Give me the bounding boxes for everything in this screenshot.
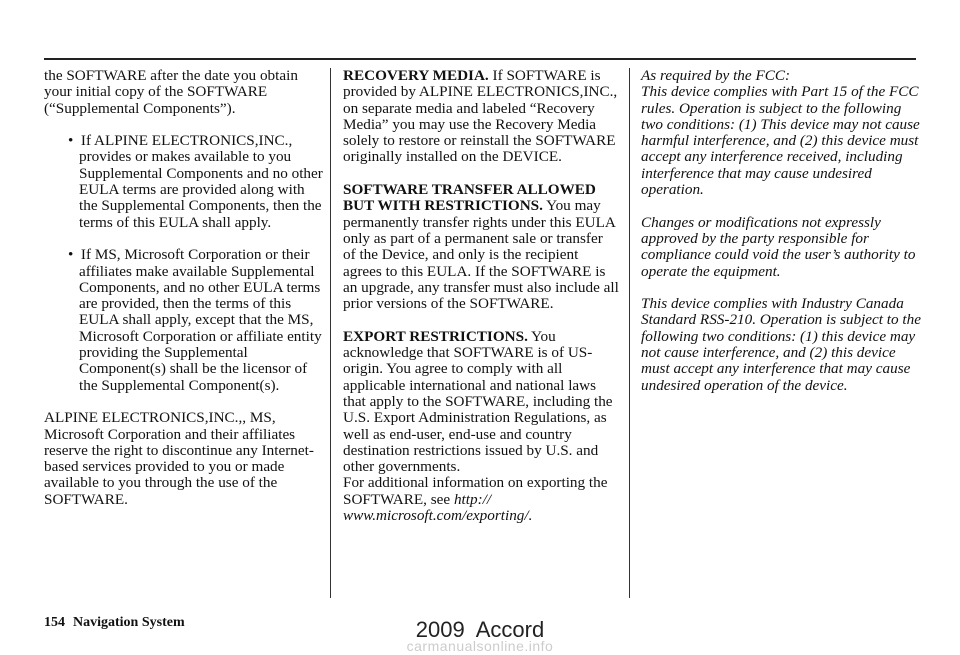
bullet-item-alpine [44, 133, 326, 231]
changes-warning: Changes or modifications not expressly approved by the party responsible for compliance could void the user’s authority to operate the equipment. [641, 213, 916, 280]
column-divider-1 [330, 68, 331, 598]
export-restrictions-paragraph [343, 329, 619, 476]
closing-paragraph: ALPINE ELECTRONICS,INC.,, MS, Microsoft Corporation and their affiliates reserve the right to discontinue any Internet-based services provided to you or made available to you through the use of the SOFTWARE. [44, 409, 314, 508]
bullet-text: If MS, Microsoft Corporation or their affiliates make available Supplemental Components, and no other EULA terms are provided, then the terms of this EULA shall apply, except that the MS, Microsoft Corporation or affiliate entity providing the Supplemental Component(s) shall be the licensor of the Supplemental Component(s). [79, 246, 322, 394]
bullet-item-microsoft [44, 247, 326, 394]
intro-paragraph: the SOFTWARE after the date you obtain your initial copy of the SOFTWARE (“Supplemental Components”). [44, 67, 298, 117]
export-info-link[interactable]: http:// www.microsoft.com/exporting/. [343, 490, 533, 525]
section-title: Navigation System [73, 615, 185, 630]
recovery-media-body: If SOFTWARE is provided by ALPINE ELECTRONICS,INC., on separate media and labeled “Recovery Media” you may use the Recovery Media solely to restore or reinstall the SOFTWARE originally installed on the DEVICE. [343, 67, 618, 166]
column-middle [343, 68, 619, 524]
column-divider-2 [629, 68, 630, 598]
model-watermark: 2009 Accord [415, 617, 545, 642]
export-info-text: For additional information on exporting the SOFTWARE, see [343, 474, 608, 508]
column-right [641, 68, 923, 394]
fcc-lead: As required by the FCC: [641, 67, 791, 84]
software-transfer-heading: SOFTWARE TRANSFER ALLOWED BUT WITH RESTRICTIONS. [343, 181, 596, 215]
recovery-media-heading: RECOVERY MEDIA. [343, 67, 489, 84]
software-transfer-body: You may permanently transfer rights under this EULA only as part of a permanent sale or transfer of the Device, and only is the recipient agrees to this EULA. If the SOFTWARE is an upgrade, any transfer must also include all prior versions of the SOFTWARE. [343, 197, 619, 313]
recovery-media-paragraph [343, 68, 619, 166]
industry-canada-statement: This device complies with Industry Canada Standard RSS-210. Operation is subject to the following two conditions: (1) this device may not cause interference, and (2) this device must accept any interference that may cause undesired operation of the device. [641, 295, 921, 394]
bullet-text: If ALPINE ELECTRONICS,INC., provides or makes available to you Supplemental Components and no other EULA terms are provided along with the Supplemental Components, then the terms of this EULA shall apply. [79, 132, 323, 231]
top-rule [44, 58, 916, 60]
site-watermark: carmanualsonline.info [406, 638, 554, 654]
page-number: 154 [44, 615, 65, 630]
fcc-statement: This device complies with Part 15 of the FCC rules. Operation is subject to the following two conditions: (1) This device may not cause harmful interference, and (2) this device must accept any interference received, including interference that may cause undesired operation. [641, 83, 920, 199]
export-restrictions-body: You acknowledge that SOFTWARE is of US-origin. You agree to comply with all applicable international and national laws that apply to the SOFTWARE, including the U.S. Export Administration Regulations, as well as end-user, end-use and country destination restrictions issued by U.S. and other governments. [343, 327, 613, 476]
software-transfer-paragraph [343, 182, 619, 312]
export-restrictions-heading: EXPORT RESTRICTIONS. [343, 327, 528, 345]
bullet-glyph: • [68, 246, 74, 264]
export-info-paragraph [343, 475, 619, 524]
column-left [44, 68, 326, 508]
bullet-glyph: • [68, 132, 74, 150]
